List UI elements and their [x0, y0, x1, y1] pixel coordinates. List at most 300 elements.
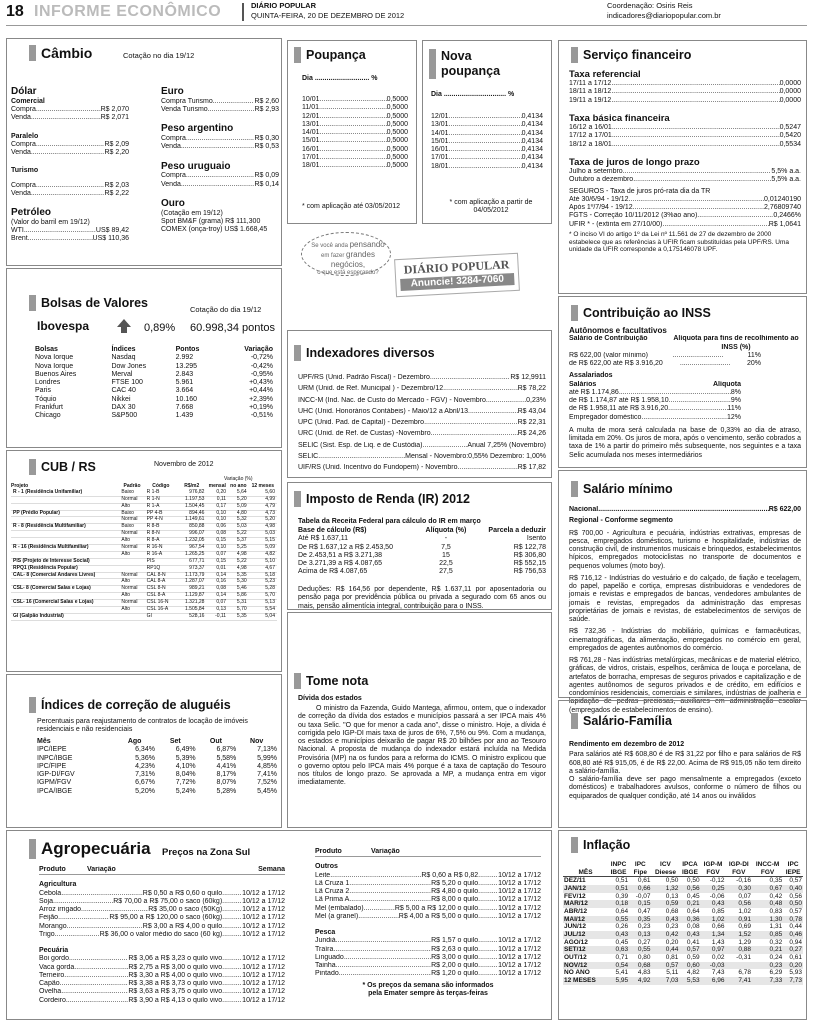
value: 8% [730, 388, 741, 396]
servico-content [569, 69, 801, 254]
table-cell: 5,20% [135, 787, 155, 795]
table-cell: 0,13 [206, 607, 228, 614]
list-item [302, 104, 408, 112]
week: 10/12 a 17/12 [242, 980, 285, 987]
week: 10/12 a 17/12 [242, 963, 285, 971]
value: R$ 2,070 [100, 106, 129, 114]
table-cell: Normal [119, 572, 144, 579]
table-cell: 0,78 [783, 916, 803, 924]
price: R$ 3,00 o quilo [431, 953, 479, 961]
table-cell: 5,70 [228, 607, 249, 614]
value: US$ 110,36 [92, 235, 129, 243]
price: R$ 3,00 a R$ 4,00 o quilo [142, 922, 223, 930]
table-cell: 4,73 [249, 510, 277, 517]
euro-block [161, 86, 279, 234]
col-header: Projeto [11, 483, 29, 489]
table-cell: RP1Q [145, 565, 177, 572]
value: R$ 12,9911 [510, 374, 546, 381]
table-cell: 0,20 [665, 938, 679, 946]
price: R$ 1,57 o quilo [431, 937, 479, 945]
table-cell: 5,31 [228, 600, 249, 607]
week: 10/12 a 17/12 [498, 945, 541, 953]
cambio-date: Cotação no dia 19/12 [123, 51, 195, 60]
leader-dots [449, 130, 522, 138]
list-item [569, 221, 801, 229]
table-cell: 0,23 [752, 962, 783, 970]
label: 16/12 a 16/01 [569, 124, 612, 132]
table-cell: 4,82 [686, 969, 700, 977]
table-cell: 0,63 [608, 946, 629, 954]
agro-list [39, 955, 285, 1005]
leader-dots [633, 204, 764, 212]
table-cell: 1,52 [726, 931, 752, 939]
table-cell: 5,28 [249, 586, 277, 593]
familia-box [558, 700, 807, 828]
leader-dots [222, 914, 242, 922]
table-cell: 0,85 [752, 931, 783, 939]
table-cell: 5,20 [228, 496, 249, 503]
table-cell: R 8-B [145, 524, 177, 531]
table-cell: 967,54 [177, 545, 206, 552]
ad-line: o que está esperando? [317, 270, 379, 277]
inss-box [558, 296, 807, 468]
table-cell: R 16-N [145, 545, 177, 552]
value: R$ 2,93 [254, 106, 279, 114]
advertisement[interactable] [287, 226, 552, 298]
alugueis-table [37, 738, 277, 796]
table-cell: 0,41 [686, 938, 700, 946]
ref-list [569, 80, 801, 105]
list-item [569, 80, 801, 88]
price: R$ 36,00 o valor médio do saco (60 kg) [99, 930, 223, 938]
price: R$ 3,90 a R$ 4,13 o quilo vivo [128, 996, 223, 1004]
table-cell: 0,45 [686, 892, 700, 900]
table-cell: 677,71 [177, 558, 206, 565]
price: R$ 3,06 a R$ 3,23 o quilo vivo [128, 955, 223, 963]
value: 0,5000 [386, 145, 408, 153]
list-item [569, 124, 801, 132]
familia-title-text: Salário-Família [583, 713, 672, 728]
list-item [569, 389, 801, 397]
leader-dots [486, 397, 526, 405]
table-cell: 5,54 [249, 607, 277, 614]
value: Mensal - Novembro:0,55% Dezembro: 1,00% [405, 452, 546, 460]
table-cell: 5,04 [249, 613, 277, 620]
table-row [563, 939, 803, 947]
leader-dots [320, 162, 387, 170]
table-cell: 0,20 [206, 490, 228, 496]
leader-dots [320, 129, 387, 137]
table-cell: CAL- 8 (Comercial Andares Livres) [11, 572, 119, 579]
value: 20% [746, 360, 761, 368]
servico-box [558, 40, 807, 294]
table-cell: 0,07 [206, 600, 228, 607]
leader-dots [81, 906, 148, 914]
table-cell: JUN/12 [564, 923, 587, 931]
table-cell: 8,17% [216, 771, 237, 778]
bolsas-title [29, 295, 148, 311]
table-cell: 0,83 [769, 907, 783, 915]
col-header: Nov [250, 738, 264, 745]
leader-dots [222, 955, 242, 963]
col-header: MÊS [563, 869, 608, 877]
table-cell: 7,13% [257, 746, 277, 754]
product: Leite [315, 871, 331, 879]
label: URC (Unid. de Ref. de Custas) -Novembro [298, 430, 431, 438]
col-header: Salários [569, 380, 597, 388]
table-cell: 0,56 [789, 892, 802, 900]
label: 13/01 [431, 121, 449, 129]
leader-dots [478, 872, 498, 880]
table-cell: Alto [119, 593, 144, 600]
table-cell: 5,22 [228, 558, 249, 565]
table-cell: Alto [119, 579, 144, 586]
table-cell: 0,23 [637, 923, 651, 931]
table-cell: 0,10 [206, 517, 228, 524]
table-cell: 0,42 [769, 892, 783, 900]
value: R$ 17,82 [517, 464, 546, 471]
table-row [563, 931, 803, 939]
tome-sub: Dívida dos estados [298, 695, 362, 702]
table-cell: De 2.453,51 a R$ 3.271,38 [298, 551, 383, 559]
table-row [35, 379, 273, 387]
salario-box [558, 470, 807, 714]
week: 10/12 a 17/12 [498, 888, 541, 895]
table-cell [119, 558, 144, 565]
ad-line: Se você anda [311, 243, 348, 249]
agro-note: pela Emater sempre às terças-feiras [368, 989, 488, 997]
label: de R$ 1.174,87 até R$ 1.958,10 [569, 397, 669, 405]
list-item [39, 923, 285, 931]
table-cell: 5,93 [789, 969, 802, 977]
table-cell: 7,31% [135, 771, 155, 778]
table-cell: CSL 16-A [145, 607, 177, 614]
col-header: R$/m2 [184, 483, 200, 489]
table-cell: 6,96 [701, 977, 726, 985]
assalariados-heading: Assalariados [569, 372, 613, 380]
list-item [315, 888, 541, 896]
value: R$ 0,09 [254, 172, 279, 180]
table-cell: 0,21 [752, 946, 783, 954]
week: 10/12 a 17/12 [498, 896, 541, 904]
list-item [431, 146, 543, 154]
table-cell: Até R$ 1.637,11 [298, 535, 349, 543]
table-cell: Normal [119, 600, 144, 607]
week: 10/12 a 17/12 [498, 970, 541, 978]
leader-dots [641, 414, 727, 422]
salario-content [569, 506, 801, 715]
agro-left [39, 866, 285, 1005]
table-cell: 0,11 [206, 496, 228, 503]
table-cell: 0,47 [637, 907, 651, 915]
inflacao-title-text: Inflação [583, 837, 631, 852]
value: R$ 22,31 [517, 419, 546, 426]
cambio-title [29, 45, 92, 62]
table-cell: CAL 8-N [145, 572, 177, 579]
table-cell: -0,95% [250, 370, 273, 378]
leader-dots [424, 419, 518, 427]
col-header: Parcela a deduzir [488, 527, 546, 534]
week: 10/12 a 17/12 [242, 922, 285, 930]
table-cell: 0,01 [206, 565, 228, 572]
table-cell: Alto [119, 538, 144, 545]
leader-dots [320, 137, 387, 145]
table-cell: Baixo [119, 490, 144, 496]
leader-dots [697, 212, 773, 220]
leader-dots [222, 906, 242, 914]
value: 0,23% [526, 396, 546, 404]
leader-dots [669, 397, 731, 405]
title-bar [571, 837, 578, 853]
leader-dots [64, 972, 128, 980]
table-cell: 4,23% [135, 762, 155, 770]
cambio-row [11, 227, 129, 235]
week: 10/12 a 17/12 [242, 897, 285, 905]
leader-dots [55, 931, 100, 939]
table-cell: 0,15 [206, 538, 228, 545]
table-cell: JAN/12 [563, 885, 608, 893]
table-cell: 0,61 [789, 953, 802, 961]
list-item [298, 442, 546, 450]
table-cell: 0,56 [726, 900, 752, 908]
table-row [563, 893, 803, 901]
value: R$ 78,22 [517, 385, 546, 393]
label: 15/01 [302, 137, 320, 145]
nova-title-text [441, 49, 500, 79]
list-item [298, 374, 546, 382]
leader-dots [349, 896, 431, 904]
price: R$ 3,30 a R$ 4,00 o quilo vivo [128, 971, 223, 979]
seguros-heading: SEGUROS - Taxa de juros pró-rata dia da TR [569, 187, 711, 195]
page-number: 18 [6, 3, 24, 20]
table-cell: 0,30 [726, 885, 752, 893]
col-header: IPCA [682, 861, 698, 868]
col-header [563, 861, 608, 869]
table-cell: De R$ 1.637,12 a R$ 2.453,50 [298, 543, 393, 551]
value: 0,5000 [386, 153, 408, 161]
value: 0,5000 [386, 104, 408, 112]
table-row [35, 412, 273, 420]
leader-dots [478, 937, 498, 945]
table-cell: CSL 8-N [145, 586, 177, 593]
ibovespa-label: Ibovespa [37, 319, 90, 333]
table-cell: R - 1 (Residência Unifamiliar) [11, 490, 119, 496]
table-cell: 4,80 [228, 510, 249, 517]
table-row [563, 877, 803, 885]
table-cell: 4,85% [257, 762, 277, 770]
table-cell: 5,09 [249, 545, 277, 552]
value: 12% [726, 413, 741, 421]
list-item [302, 146, 408, 154]
agro-list [315, 937, 541, 978]
ir-title [294, 491, 470, 507]
leader-dots [344, 954, 431, 962]
table-cell: 5,11 [666, 969, 679, 977]
list-item [569, 196, 801, 204]
label: Venda Turismo [161, 106, 208, 114]
salario-paragraph: R$ 761,28 - Nas indústrias metalúrgicas, mecânicas e de material elétrico, gráficas, de vidros, cristais, espelhos, cerâmica de louça e porcelana, de artefatos de borracha, empresas de seguros privados e capitalização e de agentes autônomos de seguros privados e de crédito, em edifícios e condomínios residenciais, comerciais e similares, indústrias de joalheria e lapidação de pedras preciosas, auxiliares em administração escolar (empregados de estabelecimentos de ensino). [569, 657, 801, 714]
value: 0,4134 [521, 113, 543, 120]
table-cell: 1,43 [711, 938, 725, 946]
nova-title-1: Nova [441, 49, 472, 63]
table-cell: 5,37 [228, 538, 249, 545]
poupanca-title-text: Poupança [306, 47, 366, 62]
table-cell: 5,20 [249, 517, 277, 524]
week: 10/12 a 17/12 [242, 906, 285, 913]
table-cell: 0,40 [783, 885, 803, 893]
label: 17/12 a 17/01 [569, 132, 612, 140]
label: 12/01 [302, 112, 320, 120]
list-item [569, 168, 801, 176]
table-cell: 6,49% [175, 746, 196, 754]
week: 10/12 a 17/12 [242, 914, 285, 922]
col-header: no ano [230, 483, 247, 489]
leader-dots [222, 923, 242, 931]
contact-email[interactable]: indicadores@diariopopular.com.br [607, 11, 721, 20]
nova-title-2: poupança [441, 63, 501, 78]
leader-dots [333, 946, 431, 954]
leader-dots [449, 163, 522, 171]
label: Julho a setembro [569, 168, 623, 176]
list-item [302, 137, 408, 145]
label: 19/11 a 19/12 [569, 96, 612, 104]
list-item [431, 121, 543, 129]
poupanca-box [287, 40, 417, 224]
table-cell: 0,24 [769, 953, 783, 961]
table-cell: PP 4-B [145, 510, 177, 517]
col-header: Alíquota [713, 380, 741, 388]
salario-paragraph: R$ 732,36 - Indústrias do mobiliário, químicas e farmacêuticas, cinematográficas, da alimentação, empregados no comércio em geral, empregados de agentes autônomos do comércio. [569, 628, 801, 652]
list-item [39, 997, 285, 1005]
table-cell: 0,08 [206, 531, 228, 538]
leader-dots [612, 132, 780, 140]
table-cell: 4,92 [629, 977, 651, 985]
table-cell: 0,43 [679, 931, 700, 939]
table-cell: 0,85 [711, 907, 725, 915]
leader-dots [339, 970, 431, 978]
title-bar [571, 481, 578, 497]
list-item [315, 905, 541, 913]
table-cell: 7,41 [726, 977, 752, 985]
group-heading: Pecuária [39, 947, 69, 954]
table-cell: 0,13 [665, 892, 679, 900]
leader-dots [629, 196, 764, 204]
week: 10/12 a 17/12 [242, 996, 285, 1004]
table-cell: 0,17 [206, 503, 228, 510]
label: Compra Turismo [161, 97, 213, 105]
table-cell: 976,82 [177, 490, 206, 496]
col-header: Padrão [123, 483, 141, 489]
table-cell: 0,61 [637, 877, 651, 885]
leader-dots [53, 898, 113, 906]
title-bar [429, 49, 436, 79]
leader-dots [611, 97, 779, 105]
table-cell: 0,10 [206, 545, 228, 552]
price: R$ 2,63 o quilo [431, 945, 479, 953]
ad-brand: DIÁRIO POPULAR [403, 257, 510, 277]
table-cell [11, 496, 119, 503]
list-item [39, 955, 285, 963]
table-cell: INPC/IBGE [37, 754, 73, 762]
product: Vaca gorda [39, 963, 75, 971]
product: Ovelha [39, 988, 62, 996]
nacional-row [569, 506, 801, 514]
product: Feijão [39, 914, 59, 922]
label: Nacional [569, 506, 599, 513]
list-item [315, 954, 541, 962]
leader-dots [478, 896, 498, 904]
title-bar [29, 697, 36, 713]
week: 10/12 a 17/12 [498, 879, 541, 887]
list-item [39, 972, 285, 980]
table-cell: 0,68 [665, 907, 679, 915]
col-header: Bolsas [35, 346, 58, 353]
col-header: IPC [787, 861, 799, 868]
list-item [302, 96, 408, 104]
table-cell: 8,07% [216, 779, 237, 787]
tome-nota-box [287, 612, 552, 828]
list-item [298, 419, 546, 427]
value: 0,2466% [773, 212, 801, 220]
list-item [569, 204, 801, 212]
list-item [315, 946, 541, 954]
nova-poupanca-box [422, 40, 552, 224]
table-cell: 850,88 [177, 524, 206, 531]
value: 0,4134 [521, 146, 543, 153]
label: Venda [161, 143, 181, 151]
table-cell: 6,78 [738, 969, 751, 977]
table-cell: -0,16 [736, 877, 751, 885]
table-cell: 0,21 [679, 900, 700, 908]
alugueis-title-text: Índices de correção de aluguéis [41, 697, 231, 712]
poupanca-title [294, 47, 366, 63]
seguros-list [569, 196, 801, 229]
price: R$ 35,00 o saco (50Kg) [148, 906, 223, 913]
list-item [39, 931, 285, 939]
table-cell: -0,12 [709, 877, 725, 885]
leader-dots [619, 389, 731, 397]
label: Brent [11, 235, 28, 243]
arrow-up-icon [117, 319, 131, 333]
list-item [315, 896, 541, 904]
list-item [302, 162, 408, 170]
product: Linguado [315, 953, 344, 961]
week: 10/12 a 17/12 [242, 971, 285, 979]
value: 0,5000 [386, 96, 408, 103]
dolar-block [11, 86, 129, 244]
list-item [569, 97, 801, 105]
familia-content [569, 741, 801, 801]
tome-text: O ministro da Fazenda, Guido Mantega, afirmou, ontem, que o indexador de correção da dívida dos estados e municípios passará a ser IPCA mais 4% ou taxa Selic. "O que for menor a cada ano", disse o ministro. Hoje, a dívida é corrigida pelo IGP-DI mais taxa de juros de 6%, 7,5% ou 9%. Com a mudança, os estados e municípios deixarão de pagar R$ 20 bilhões por ano ao Tesouro Nacional. A proposta de mudança do indexador estará incluída na Medida Provisória (MP) na os fundos para a reforma do ICMS. O ministro explicou que o governo optou pelo IPCA mais 4% porque é a taxa de captação do Tesouro nos títulos de longo prazo. Se aprovada a MP, a mudança entra em vigor imediatamente. [298, 705, 546, 787]
inflacao-title [571, 837, 630, 853]
table-cell: 0,32 [769, 938, 783, 946]
table-cell: FEV/12 [564, 892, 586, 900]
leader-dots [336, 937, 431, 945]
col-header: IEPE [783, 869, 803, 877]
table-row [35, 354, 273, 362]
week: 10/12 a 17/12 [498, 953, 541, 961]
col-header: 12 meses [251, 483, 275, 489]
table-cell: 0,23 [665, 923, 679, 931]
table-cell: 1.173,79 [177, 572, 206, 579]
table-row [35, 363, 273, 371]
table-cell: 0,56 [679, 885, 700, 893]
table-cell: 1,02 [701, 916, 726, 924]
ir-sub: Tabela da Receita Federal para cálculo do IR em março [298, 518, 481, 525]
table-header [35, 346, 273, 354]
familia-title [571, 713, 672, 729]
list-item [569, 414, 801, 422]
